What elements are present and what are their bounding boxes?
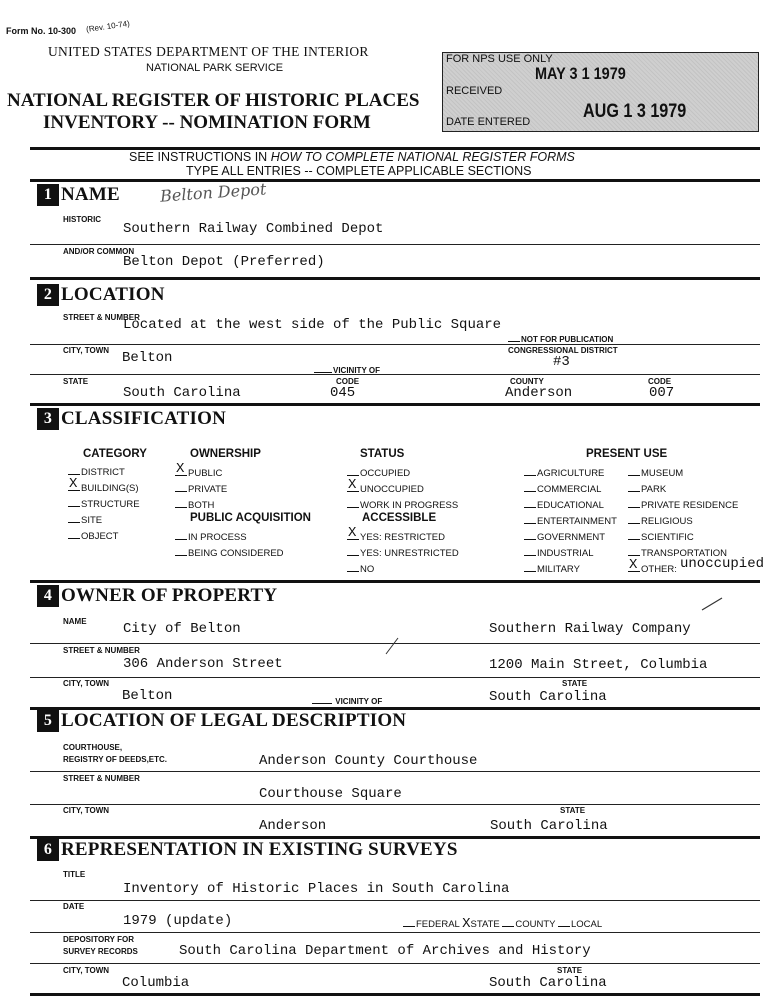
common-value: Belton Depot (Preferred) [123, 254, 325, 270]
congressional-district-label: CONGRESSIONAL DISTRICT [508, 346, 618, 355]
option-label: OTHER: [641, 564, 677, 575]
accessible-option [347, 546, 459, 559]
section-surveys-heading: 6 REPRESENTATION IN EXISTING SURVEYS [37, 839, 458, 861]
check-blank [68, 529, 80, 539]
owner-name-value-1: City of Belton [123, 621, 241, 637]
category-option [68, 476, 139, 494]
check-blank [347, 546, 359, 556]
survey-city-label: CITY, TOWN [63, 966, 110, 975]
option-label: OCCUPIED [360, 468, 411, 479]
depository-label-1: DEPOSITORY FOR [63, 935, 134, 944]
legal-street-label: STREET & NUMBER [63, 774, 140, 783]
section-owner-heading: 4 OWNER OF PROPERTY [37, 585, 277, 607]
check-blank [628, 530, 640, 540]
other-use-value: unoccupied [680, 556, 765, 572]
city-label: CITY, TOWN [63, 346, 110, 355]
option-label: STRUCTURE [81, 499, 140, 510]
present-use-option [628, 557, 677, 575]
status-option [347, 477, 424, 495]
divider [30, 374, 760, 375]
owner-city-value: Belton [122, 688, 173, 704]
county-value: Anderson [505, 385, 573, 401]
entered-stamp: AUG 1 3 1979 [583, 101, 687, 122]
option-label: SITE [81, 515, 103, 526]
option-label: GOVERNMENT [537, 532, 606, 543]
check-blank [524, 482, 536, 492]
owner-state-value: South Carolina [489, 689, 607, 705]
survey-title-label: TITLE [63, 870, 86, 879]
check-blank [524, 546, 536, 556]
owner-street-label: STREET & NUMBER [63, 646, 140, 655]
option-label: OBJECT [81, 531, 119, 542]
survey-level-options: FEDERAL XSTATE COUNTY LOCAL [403, 916, 602, 932]
owner-name-label: NAME [63, 617, 87, 626]
check-blank [68, 513, 80, 523]
present-use-option [524, 482, 601, 495]
owner-city-label: CITY, TOWN [63, 679, 110, 688]
section-location-heading: 2 LOCATION [37, 284, 165, 306]
check-mark: X [176, 461, 185, 477]
check-blank [175, 498, 187, 508]
check-blank [175, 530, 187, 540]
option-label: PRIVATE RESIDENCE [641, 500, 739, 511]
accessible-option [347, 562, 374, 575]
status-option [347, 498, 458, 511]
check-blank [68, 497, 80, 507]
not-for-publication: NOT FOR PUBLICATION [508, 332, 613, 344]
option-label: BEING CONSIDERED [188, 548, 284, 559]
option-label: WORK IN PROGRESS [360, 500, 459, 511]
legal-city-label: CITY, TOWN [63, 806, 110, 815]
option-label: ENTERTAINMENT [537, 516, 617, 527]
category-header: CATEGORY [83, 448, 147, 460]
option-label: RELIGIOUS [641, 516, 693, 527]
option-label: NO [360, 564, 375, 575]
survey-state-value: South Carolina [489, 975, 607, 991]
instructions-line2: TYPE ALL ENTRIES -- COMPLETE APPLICABLE SECTIONS [186, 164, 532, 178]
check-blank [68, 476, 80, 492]
option-label: PUBLIC [188, 468, 223, 479]
section-divider [30, 403, 760, 406]
divider [30, 932, 760, 933]
present-use-option [628, 498, 738, 511]
check-blank [347, 525, 359, 541]
form-revision: (Rev. 10-74) [85, 18, 131, 35]
survey-state-label: STATE [557, 966, 583, 975]
check-blank [628, 482, 640, 492]
courthouse-value: Anderson County Courthouse [259, 753, 478, 769]
common-label: AND/OR COMMON [63, 247, 135, 256]
divider [30, 900, 760, 901]
present-use-option [628, 466, 683, 479]
accessible-header: ACCESSIBLE [362, 512, 437, 524]
check-blank [524, 562, 536, 572]
option-label: IN PROCESS [188, 532, 247, 543]
service-name: NATIONAL PARK SERVICE [146, 62, 284, 74]
historic-label: HISTORIC [63, 215, 102, 224]
present-use-option [524, 514, 617, 527]
present-use-option [524, 530, 605, 543]
option-label: UNOCCUPIED [360, 484, 424, 495]
street-label: STREET & NUMBER [63, 313, 140, 322]
present-use-option [524, 562, 580, 575]
check-blank [347, 477, 359, 493]
city-value: Belton [122, 350, 173, 366]
county-label: COUNTY [510, 377, 544, 386]
section-divider [30, 277, 760, 280]
present-use-option [524, 466, 604, 479]
ownership-header: OWNERSHIP [190, 448, 261, 460]
form-title-line1: NATIONAL REGISTER OF HISTORIC PLACES [7, 90, 420, 111]
check-blank [347, 562, 359, 572]
option-label: BUILDING(S) [81, 483, 139, 494]
section-classification-heading: 3 CLASSIFICATION [37, 408, 226, 430]
status-option [347, 466, 410, 479]
section-legal-heading: 5 LOCATION OF LEGAL DESCRIPTION [37, 710, 406, 732]
depository-label-2: SURVEY RECORDS [63, 947, 138, 956]
present-use-option [628, 514, 693, 527]
check-blank [628, 466, 640, 476]
acquisition-option [175, 546, 284, 559]
form-title-line2: INVENTORY -- NOMINATION FORM [43, 112, 371, 133]
option-label: YES: UNRESTRICTED [360, 548, 459, 559]
owner-name-value-2: Southern Railway Company [489, 621, 691, 637]
check-blank [68, 465, 80, 475]
check-mark: X [629, 557, 638, 573]
check-blank [524, 530, 536, 540]
option-label: PARK [641, 484, 667, 495]
county-code-value: 007 [649, 385, 675, 401]
vicinity-label: VICINITY OF [314, 363, 380, 375]
present-use-header: PRESENT USE [586, 448, 668, 460]
owner-state-label: STATE [562, 679, 588, 688]
state-code-value: 045 [330, 385, 356, 401]
divider [30, 244, 760, 245]
registry-label: REGISTRY OF DEEDS,ETC. [63, 755, 168, 764]
legal-street-value: Courthouse Square [259, 786, 402, 802]
check-mark: X [348, 525, 357, 541]
code-label: CODE [336, 377, 360, 386]
survey-date-value: 1979 (update) [123, 913, 233, 929]
form-number: Form No. 10-300 [6, 26, 77, 36]
option-label: BOTH [188, 500, 215, 511]
option-label: SCIENTIFIC [641, 532, 694, 543]
department-name: UNITED STATES DEPARTMENT OF THE INTERIOR [48, 44, 369, 59]
ownership-option [175, 482, 227, 495]
state-label: STATE [63, 377, 89, 386]
section-divider [30, 580, 760, 583]
acquisition-option [175, 530, 247, 543]
date-entered-label: DATE ENTERED [446, 116, 531, 128]
survey-date-label: DATE [63, 902, 85, 911]
county-code-label: CODE [648, 377, 672, 386]
legal-state-value: South Carolina [490, 818, 608, 834]
option-label: INDUSTRIAL [537, 548, 594, 559]
ownership-option [175, 461, 223, 479]
pencil-check-mark [700, 596, 724, 612]
acquisition-header: PUBLIC ACQUISITION [190, 512, 311, 524]
divider [30, 804, 760, 805]
present-use-option [628, 482, 666, 495]
instructions-line1: SEE INSTRUCTIONS IN HOW TO COMPLETE NATIONAL REGISTER FORMS [129, 150, 575, 164]
survey-city-value: Columbia [122, 975, 190, 991]
option-label: YES: RESTRICTED [360, 532, 445, 543]
owner-vicinity-label: VICINITY OF [312, 694, 382, 706]
check-blank [524, 514, 536, 524]
courthouse-label: COURTHOUSE, [63, 743, 123, 752]
check-blank [628, 557, 640, 573]
historic-value: Southern Railway Combined Depot [123, 221, 384, 237]
accessible-option [347, 525, 445, 543]
option-label: PRIVATE [188, 484, 228, 495]
present-use-option [524, 498, 604, 511]
legal-state-label: STATE [560, 806, 586, 815]
pencil-mark [382, 636, 402, 656]
check-blank [175, 546, 187, 556]
option-label: TRANSPORTATION [641, 548, 728, 559]
depository-value: South Carolina Department of Archives and History [179, 943, 591, 959]
category-option [68, 513, 102, 526]
owner-street-value-2: 1200 Main Street, Columbia [489, 657, 708, 673]
present-use-option [628, 530, 694, 543]
congressional-district-value: #3 [553, 354, 570, 370]
owner-street-value-1: 306 Anderson Street [123, 656, 283, 672]
check-blank [628, 546, 640, 556]
ownership-option [175, 498, 214, 511]
received-label: RECEIVED [446, 85, 503, 97]
check-mark: X [348, 477, 357, 493]
section-name-heading: 1 NAME [37, 184, 120, 206]
check-blank [347, 498, 359, 508]
received-stamp: MAY 3 1 1979 [535, 64, 626, 83]
option-label: AGRICULTURE [537, 468, 605, 479]
handwritten-note: Belton Depot [159, 179, 267, 206]
category-option [68, 497, 140, 510]
survey-title-value: Inventory of Historic Places in South Carolina [123, 881, 510, 897]
option-label: MUSEUM [641, 468, 684, 479]
divider [30, 344, 760, 345]
option-label: MILITARY [537, 564, 580, 575]
option-label: EDUCATIONAL [537, 500, 604, 511]
divider [30, 677, 760, 678]
check-blank [175, 461, 187, 477]
street-value: Located at the west side of the Public Square [123, 317, 502, 333]
check-blank [628, 514, 640, 524]
category-option [68, 529, 118, 542]
state-value: South Carolina [123, 385, 241, 401]
check-blank [175, 482, 187, 492]
divider [30, 963, 760, 964]
option-label: COMMERCIAL [537, 484, 602, 495]
legal-city-value: Anderson [259, 818, 327, 834]
check-blank [524, 466, 536, 476]
bottom-divider [30, 993, 760, 996]
option-label: DISTRICT [81, 467, 125, 478]
status-header: STATUS [360, 448, 405, 460]
divider [30, 771, 760, 772]
check-blank [628, 498, 640, 508]
check-mark: X [69, 476, 78, 492]
present-use-option [524, 546, 593, 559]
check-blank [524, 498, 536, 508]
instructions-divider [30, 179, 760, 182]
nps-use-label: FOR NPS USE ONLY [446, 53, 553, 65]
check-blank [347, 466, 359, 476]
